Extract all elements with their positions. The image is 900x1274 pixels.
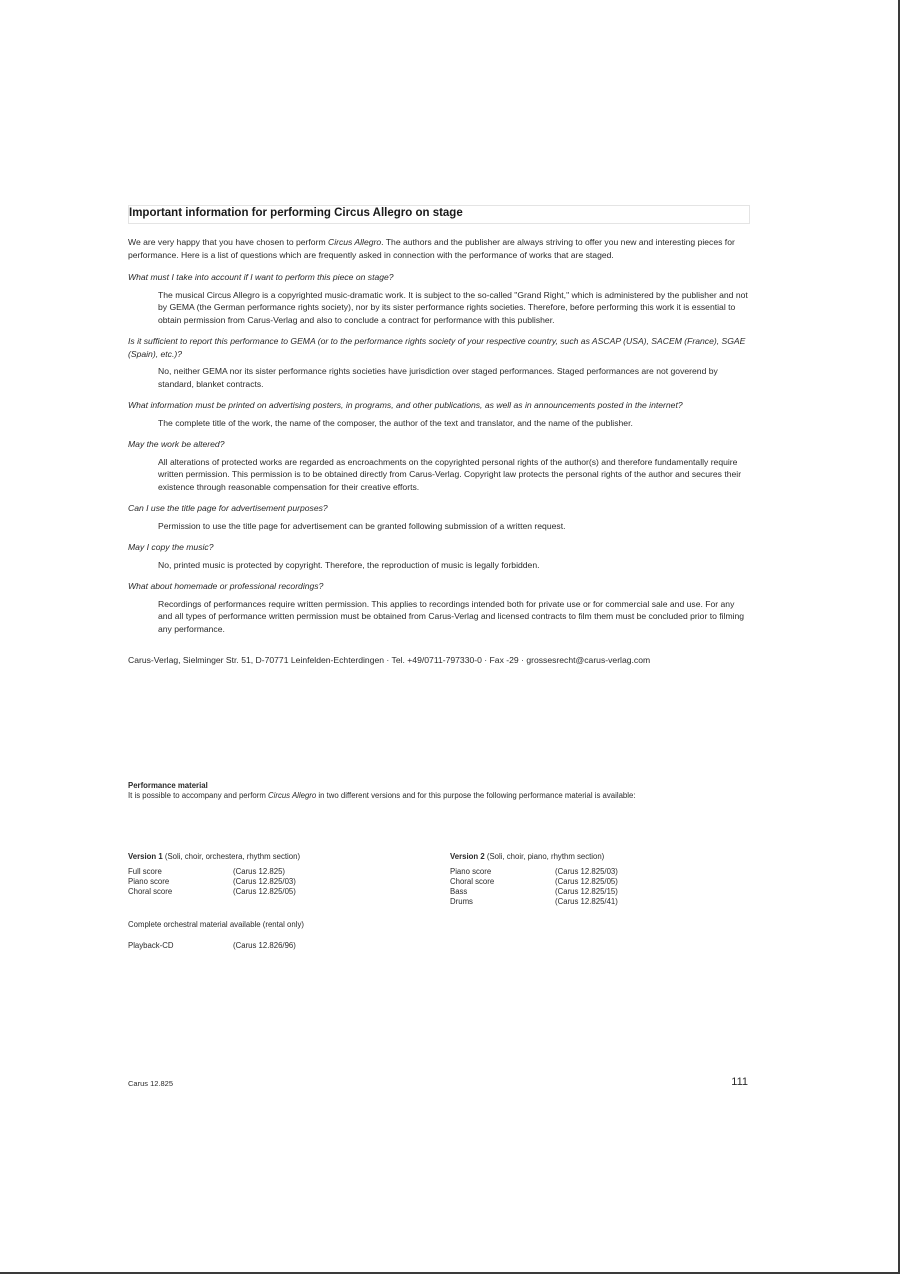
version-2 (450, 852, 750, 907)
list-item (450, 897, 750, 907)
item-name: Choral score (128, 887, 173, 896)
version-1-desc: (Soli, choir, orchestera, rhythm section) (164, 852, 301, 861)
intro-text-2: . The authors and the publisher are always striving to offer you new and interesting pieces for performance. Here is a list of questions which are frequently asked in connection with the performance of works that are staged. (128, 237, 735, 260)
page-title: Important information for performing Circus Allegro on stage (128, 205, 750, 224)
intro-work-title: Circus Allegro (328, 237, 382, 247)
performance-text (128, 791, 768, 801)
list-item (450, 877, 750, 887)
publisher-contact: Carus-Verlag, Sielminger Str. 51, D-70771 Leinfelden-Echterdingen · Tel. +49/0711-797330-0 · Fax -29 · grossesrecht@carus-verlag.com (128, 655, 651, 665)
version-2-heading (450, 852, 750, 862)
intro-text-1: We are very happy that you have chosen to perform (128, 237, 328, 247)
complete-material-note: Complete orchestral material available (rental only) (128, 920, 304, 929)
item-name: Drums (450, 897, 473, 906)
performance-material-section (128, 781, 768, 801)
faq-answer-4: All alterations of protected works are regarded as encroachments on the copyrighted personal rights of the author(s) and therefore fundamentally require written permission. This permission is to be obtained directly from Carus-Verlag. Copyright law protects the personal rights of the author and secures their existence through reasonable compensation for their creative efforts. (158, 456, 742, 492)
list-item (128, 867, 428, 877)
version-1 (128, 852, 428, 897)
faq-question-6: May I copy the music? (128, 542, 214, 552)
performance-heading: Performance material (128, 781, 208, 790)
version-2-label: Version 2 (450, 852, 485, 861)
playback-cd-row (128, 941, 296, 951)
page-number: 111 (731, 1076, 748, 1088)
faq-question-1: What must I take into account if I want to perform this piece on stage? (128, 272, 394, 282)
performance-text-2: in two different versions and for this purpose the following performance material is available: (316, 791, 636, 800)
playback-code: (Carus 12.826/96) (233, 941, 296, 950)
item-code: (Carus 12.825/05) (555, 877, 618, 886)
item-name: Piano score (450, 867, 492, 876)
item-code: (Carus 12.825/03) (555, 867, 618, 876)
version-2-desc: (Soli, choir, piano, rhythm section) (486, 852, 605, 861)
list-item (450, 887, 750, 897)
item-name: Choral score (450, 877, 495, 886)
version-1-label: Version 1 (128, 852, 163, 861)
list-item (128, 877, 428, 887)
item-code: (Carus 12.825/03) (233, 877, 296, 886)
faq-question-2: Is it sufficient to report this performance to GEMA (or to the performance rights society of your respective country, such as ASCAP (USA), SACEM (France), SGAE (Spain), etc.)? (128, 336, 746, 359)
item-code: (Carus 12.825) (233, 867, 286, 876)
faq-answer-5: Permission to use the title page for advertisement can be granted following submission of a written request. (158, 520, 566, 531)
document-body (128, 205, 750, 666)
performance-text-1: It is possible to accompany and perform (128, 791, 268, 800)
footer-catalog-number: Carus 12.825 (128, 1079, 174, 1088)
faq-question-3: What information must be printed on advertising posters, in programs, and other publications, as well as in announcements posted in the internet? (128, 400, 683, 410)
item-code: (Carus 12.825/41) (555, 897, 618, 906)
faq-answer-7: Recordings of performances require written permission. This applies to recordings intended both for private use or for commercial sale and use. For any and all types of performance written permission must be obtained from Carus-Verlag and licensed contracts to film them must be concluded prior to filming any performance. (158, 598, 745, 634)
list-item (450, 867, 750, 877)
faq-question-5: Can I use the title page for advertisement purposes? (128, 503, 328, 513)
item-code: (Carus 12.825/05) (233, 887, 296, 896)
item-name: Bass (450, 887, 468, 896)
performance-work-title: Circus Allegro (267, 791, 317, 800)
item-name: Full score (128, 867, 162, 876)
faq-answer-1: The musical Circus Allegro is a copyrighted music-dramatic work. It is subject to the so-called "Grand Right," which is administered by the publisher and not by GEMA (the German performance rights society), nor by its sister performance rights societies. Therefore, before performing this work it is essential to obtain permission from Carus-Verlag and also to conclude a contract for performance with this publisher. (158, 289, 748, 325)
faq-question-7: What about homemade or professional recordings? (128, 581, 324, 591)
item-code: (Carus 12.825/15) (555, 887, 618, 896)
list-item (128, 887, 428, 897)
intro-paragraph (128, 236, 750, 261)
faq-answer-2: No, neither GEMA nor its sister performance rights societies have jurisdiction over staged performances. Staged performances are not goverend by standard, blanket contracts. (158, 366, 718, 389)
faq-answer-3: The complete title of the work, the name of the composer, the author of the text and translator, and the name of the publisher. (158, 417, 633, 428)
playback-name: Playback-CD (128, 941, 174, 950)
faq-answer-6: No, printed music is protected by copyright. Therefore, the reproduction of music is legally forbidden. (158, 559, 540, 570)
faq-question-4: May the work be altered? (128, 439, 225, 449)
version-1-heading (128, 852, 428, 862)
item-name: Piano score (128, 877, 170, 886)
